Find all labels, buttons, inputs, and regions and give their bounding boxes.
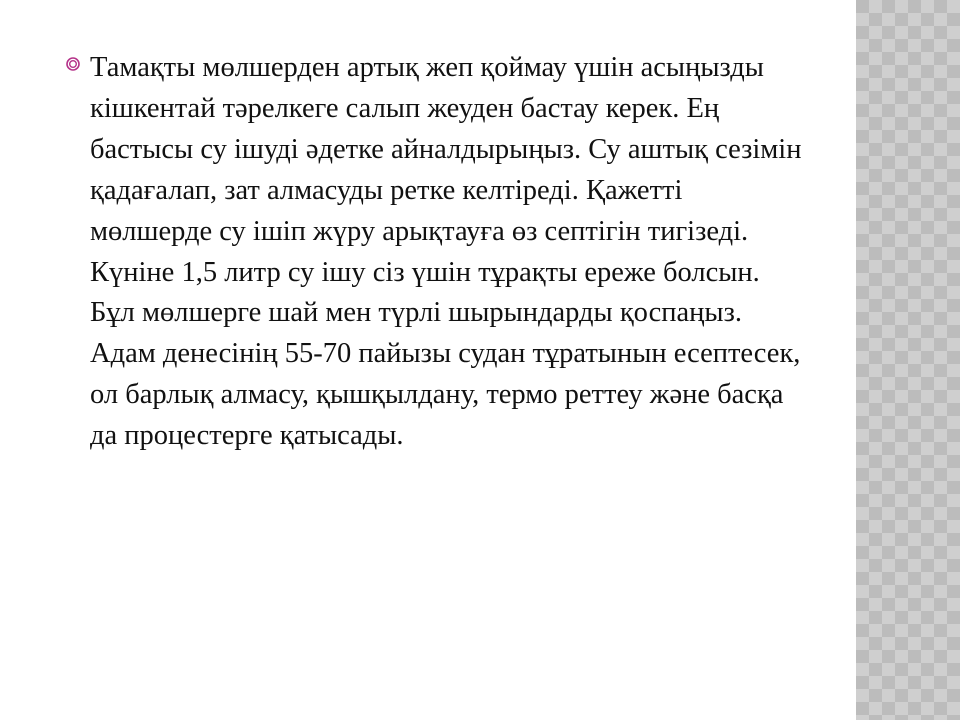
body-paragraph: Тамақты мөлшерден артық жеп қоймау үшін асыңызды кішкентай тәрелкеге салып жеуден бастау керек. Ең бастысы су ішуді әдетке айналдырыңыз. Су аштық сезімін қадағалап, зат алмасуды ретке келтіреді. Қажетті мөлшерде су ішіп жүру арықтауға өз септігін тигізеді. Күніне 1,5 литр су ішу сіз үшін тұрақты ереже болсын. Бұл мөлшерге шай мен түрлі шырындарды қоспаңыз. Адам денесінің 55-70 пайызы судан тұратынын есептесек, ол барлық алмасу, қышқылдану, термо реттеу және басқа да процестерге қатысады. xyxy=(90,52,802,452)
decorative-side-panel xyxy=(856,0,960,720)
bullet-item xyxy=(66,48,826,457)
ring-bullet-icon xyxy=(66,57,80,71)
